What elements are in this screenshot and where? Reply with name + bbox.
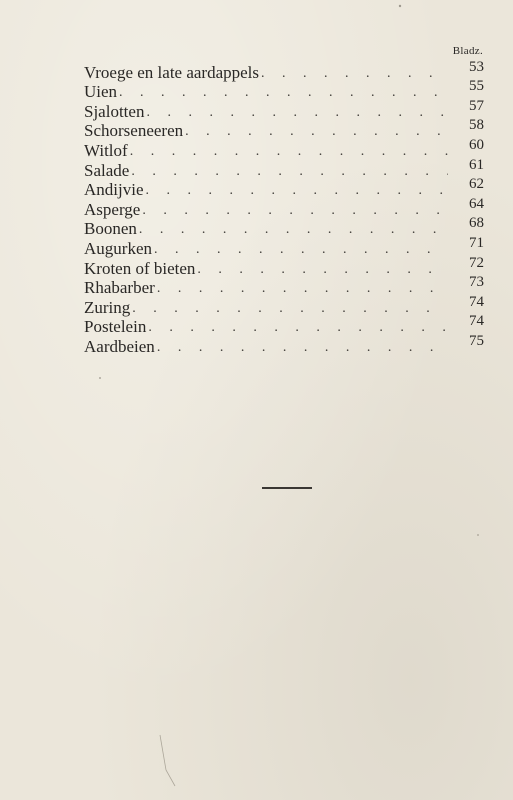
toc-entry-page: 73 [469, 274, 484, 291]
toc-entry-page: 64 [469, 195, 484, 212]
toc-entry-title: Uien [84, 82, 118, 102]
toc-entry-page: 74 [469, 313, 484, 330]
toc-entry-title: Postelein [84, 317, 147, 337]
paper-speck [99, 377, 101, 379]
paper-fibre [160, 735, 175, 786]
toc-entry-title: Rhabarber [84, 278, 155, 298]
toc-entry-title: Salade [84, 160, 130, 180]
toc-entry-title: Andijvie [84, 180, 144, 200]
toc-entry-title: Schorseneeren [84, 121, 184, 141]
toc-entry-page: 53 [469, 58, 484, 75]
toc-entry-page: 72 [469, 254, 484, 271]
toc-entry-title: Vroege en late aardappels [84, 62, 260, 82]
toc-entry-page: 55 [469, 78, 484, 95]
toc-entry-page: 61 [469, 156, 484, 173]
toc-entry-title: Zuring [84, 297, 131, 317]
paper-speck [477, 534, 479, 536]
toc-entry-page: 60 [469, 136, 484, 153]
toc-entry-page: 74 [469, 293, 484, 310]
paper-speck [399, 5, 401, 7]
toc-entry-page: 62 [469, 176, 484, 193]
toc-entry-title: Augurken [84, 238, 152, 258]
toc-entry-title: Kroten of bieten [84, 258, 196, 278]
toc-entry-page: 68 [469, 215, 484, 232]
toc-entry-page: 75 [469, 332, 484, 349]
page-column-header: Bladz. [452, 45, 483, 57]
toc-entry-title: Aardbeien [84, 336, 155, 356]
toc-entry-page: 57 [469, 97, 484, 114]
toc-entry-page: 58 [469, 117, 484, 134]
toc-entry-title: Sjalotten [84, 101, 145, 121]
toc-entry-title: Boonen [84, 219, 137, 239]
toc-entry-title: Asperge [84, 199, 141, 219]
toc-entry-page: 71 [469, 234, 484, 251]
toc-entry-title: Witlof [84, 140, 128, 160]
